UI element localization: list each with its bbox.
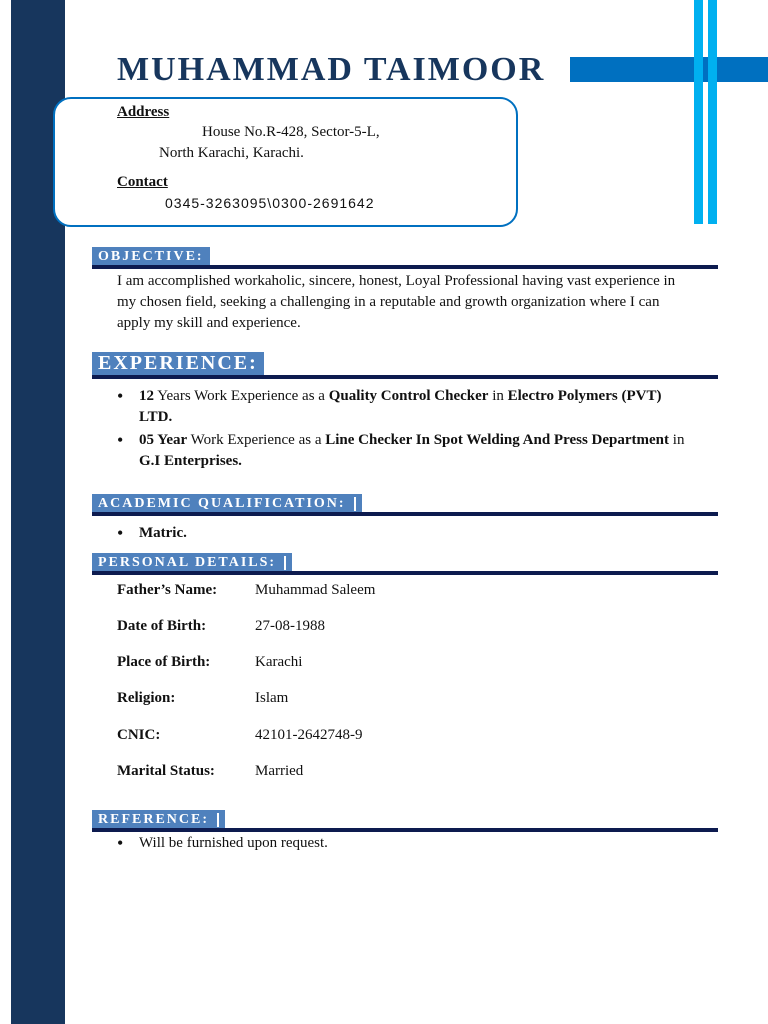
experience-item: [117, 430, 697, 472]
academic-item-text: Matric.: [139, 525, 187, 541]
experience-heading: [92, 352, 264, 375]
phone-numbers: 0345-3263095\0300-2691642: [165, 195, 375, 211]
experience-list: [117, 386, 697, 474]
experience-text: in: [488, 388, 508, 404]
personal-details-heading: [92, 553, 292, 572]
detail-value: Islam: [255, 690, 289, 706]
detail-label: CNIC:: [117, 727, 161, 743]
section-divider: [92, 571, 718, 575]
section-divider: [92, 375, 718, 379]
address-line-2: North Karachi, Karachi.: [159, 145, 304, 161]
academic-heading-text: ACADEMIC QUALIFICATION:: [98, 496, 346, 511]
experience-years: 12: [139, 388, 154, 404]
experience-company: G.I Enterprises.: [139, 453, 242, 469]
detail-value: Married: [255, 763, 304, 779]
academic-list: [117, 523, 697, 546]
objective-heading: [92, 247, 210, 266]
detail-label: Marital Status:: [117, 763, 215, 779]
decorative-horizontal-bar: [570, 57, 768, 82]
experience-heading-text: EXPERIENCE:: [98, 352, 258, 374]
section-divider: [92, 828, 718, 832]
personal-details-heading-text: PERSONAL DETAILS:: [98, 555, 277, 570]
section-divider: [92, 265, 718, 269]
experience-text: in: [669, 432, 685, 448]
reference-item: • Will be furnished upon request.: [117, 833, 697, 854]
detail-label: Place of Birth:: [117, 654, 211, 670]
reference-list: [117, 833, 697, 856]
detail-value: Karachi: [255, 654, 303, 670]
academic-item: [117, 523, 697, 544]
address-line-1: House No.R-428, Sector-5-L,: [202, 124, 380, 140]
detail-value: 27-08-1988: [255, 618, 325, 634]
detail-label: Father’s Name:: [117, 582, 218, 598]
experience-role: Line Checker In Spot Welding And Press Department: [325, 432, 670, 448]
experience-text: Work Experience as a: [187, 432, 326, 448]
reference-heading: [92, 810, 225, 829]
detail-label: Date of Birth:: [117, 618, 207, 634]
detail-value: Muhammad Saleem: [255, 582, 376, 598]
contact-label: Contact: [117, 174, 168, 190]
experience-years: 05 Year: [139, 432, 188, 448]
detail-value: 42101-2642748-9: [255, 727, 363, 743]
candidate-name: MUHAMMAD TAIMOOR: [117, 51, 546, 88]
reference-heading-text: REFERENCE:: [98, 812, 210, 827]
objective-heading-text: OBJECTIVE:: [98, 249, 204, 264]
address-label: Address: [117, 104, 170, 120]
experience-company: Electro Polymers (PVT) LTD.: [139, 388, 662, 425]
section-divider: [92, 512, 718, 516]
decorative-vertical-bar: [694, 0, 703, 224]
academic-heading: [92, 494, 362, 513]
detail-label: Religion:: [117, 690, 176, 706]
experience-item: [117, 386, 697, 428]
experience-text: Years Work Experience as a: [154, 388, 329, 404]
decorative-vertical-bar: [708, 0, 717, 224]
experience-role: Quality Control Checker: [328, 388, 489, 404]
objective-text: I am accomplished workaholic, sincere, honest, Loyal Professional having vast experience in my chosen field, seeking a challenging in a reputable and growth organization where I can apply my skill and experience.: [117, 273, 676, 331]
